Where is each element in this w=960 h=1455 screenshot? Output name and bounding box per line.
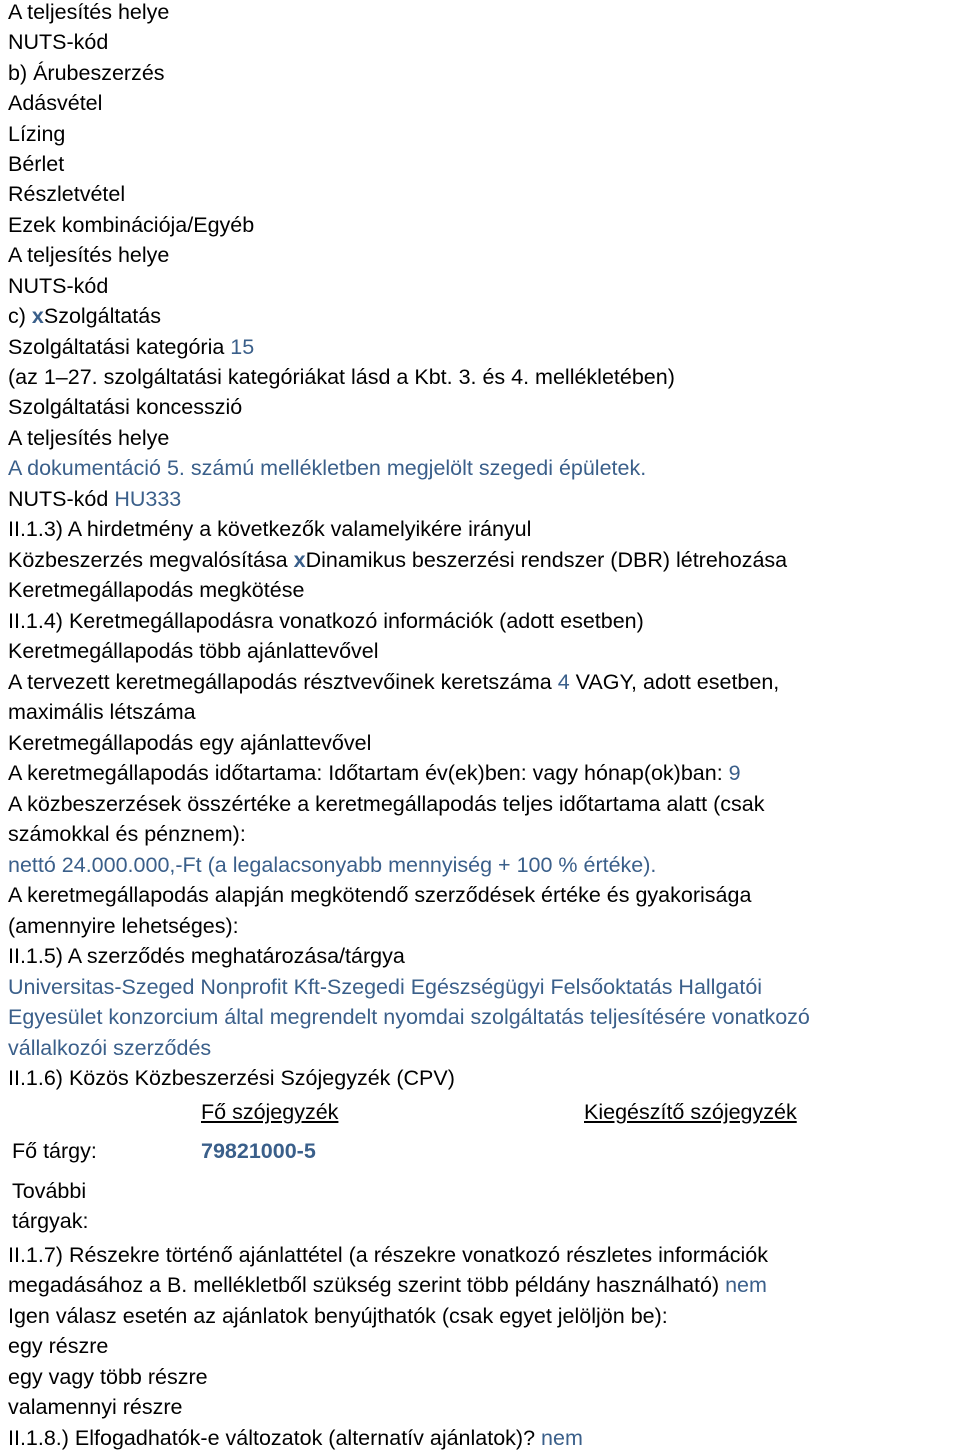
- heading-ii-1-8: [8, 1426, 583, 1450]
- line-osszertek-value: nettó 24.000.000,-Ft (a legalacsonyabb mennyiség + 100 % értéke).: [8, 853, 657, 877]
- line-gyakorisag-2: (amennyire lehetséges):: [8, 914, 239, 938]
- line-kombinacio: Ezek kombinációja/Egyéb: [8, 213, 255, 237]
- keretszam-value: 4: [557, 670, 570, 694]
- line-maximalis-letszam: maximális létszáma: [8, 700, 196, 724]
- line-targy-1: Universitas-Szeged Nonprofit Kft-Szegedi Egészségügyi Felsőoktatás Hallgatói: [8, 975, 763, 999]
- line-igen-valasz: Igen válasz esetén az ajánlatok benyújthatók (csak egyet jelöljön be):: [8, 1304, 668, 1328]
- line-idotartam: [8, 761, 741, 785]
- line-arubeszerzes: b) Árubeszerzés: [8, 61, 165, 85]
- cpv-header-fo: Fő szójegyzék: [201, 1100, 339, 1124]
- idotartam-label: A keretmegállapodás időtartama: Időtartam év(ek)ben: vagy hónap(ok)ban:: [8, 761, 729, 785]
- szolgaltatas-mark: x: [31, 304, 44, 328]
- line-gyakorisag-1: A keretmegállapodás alapján megkötendő szerződések értéke és gyakorisága: [8, 883, 752, 907]
- valtozatok-answer: nem: [541, 1426, 583, 1450]
- line-keretmegallapodas-megkotese: Keretmegállapodás megkötése: [8, 578, 305, 602]
- heading-ii-1-5: II.1.5) A szerződés meghatározása/tárgya: [8, 944, 405, 968]
- line-teljesites-helye-2: A teljesítés helye: [8, 243, 170, 267]
- line-targy-3: vállalkozói szerződés: [8, 1036, 212, 1060]
- szolgaltatas-label: Szolgáltatás: [43, 304, 161, 328]
- cpv-row-tovabbi-label-2: tárgyak:: [12, 1209, 89, 1233]
- cpv-row-tovabbi-label-1: További: [12, 1179, 87, 1203]
- line-berlet: Bérlet: [8, 152, 65, 176]
- opt-dbr-mark: x: [293, 548, 306, 572]
- kategoria-value: 15: [230, 335, 255, 359]
- line-kozbeszerzes-opt: [8, 548, 787, 572]
- nuts-value: HU333: [114, 487, 182, 511]
- idotartam-value: 9: [728, 761, 741, 785]
- line-nuts-kod-1: NUTS-kód: [8, 30, 109, 54]
- heading-ii-1-3: II.1.3) A hirdetmény a következők valamelyikére irányul: [8, 517, 532, 541]
- valtozatok-label: II.1.8.) Elfogadhatók-e változatok (alternatív ajánlatok)?: [8, 1426, 542, 1450]
- line-targy-2: Egyesület konzorcium által megrendelt nyomdai szolgáltatás teljesítésére vonatkozó: [8, 1005, 810, 1029]
- cpv-header-kiegeszito: Kiegészítő szójegyzék: [584, 1100, 797, 1124]
- keretszam-label: A tervezett keretmegállapodás résztvevőinek keretszáma: [8, 670, 558, 694]
- line-nuts-kod-2: NUTS-kód: [8, 274, 109, 298]
- cpv-row-fo-targy-code: 79821000-5: [201, 1139, 316, 1163]
- line-adasvetel: Adásvétel: [8, 91, 103, 115]
- line-keretszam: [8, 670, 779, 694]
- line-kategoria: [8, 335, 254, 359]
- reszek-label: megadásához a B. mellékletből szükség szerint több példány használható): [8, 1273, 726, 1297]
- line-valamennyi: valamennyi részre: [8, 1395, 183, 1419]
- cpv-row-fo-targy-label: Fő tárgy:: [12, 1139, 97, 1163]
- line-helye-value: A dokumentáció 5. számú mellékletben megjelölt szegedi épületek.: [8, 456, 647, 480]
- heading-ii-1-4: II.1.4) Keretmegállapodásra vonatkozó információk (adott esetben): [8, 609, 644, 633]
- opt-kozbeszerzes: Közbeszerzés megvalósítása: [8, 548, 294, 572]
- line-egy-vagy-tobb: egy vagy több részre: [8, 1365, 208, 1389]
- opt-dbr: Dinamikus beszerzési rendszer (DBR) létrehozása: [305, 548, 788, 572]
- nuts-label: NUTS-kód: [8, 487, 115, 511]
- line-teljesites-helye-1: A teljesítés helye: [8, 0, 170, 24]
- heading-ii-1-7-b: [8, 1273, 767, 1297]
- line-egy-ajanlattevo: Keretmegállapodás egy ajánlattevővel: [8, 731, 372, 755]
- line-kategoria-note: (az 1–27. szolgáltatási kategóriákat lásd a Kbt. 3. és 4. mellékletében): [8, 365, 675, 389]
- heading-ii-1-6: II.1.6) Közös Közbeszerzési Szójegyzék (CPV): [8, 1066, 455, 1090]
- line-teljesites-helye-3: A teljesítés helye: [8, 426, 170, 450]
- kategoria-label: Szolgáltatási kategória: [8, 335, 231, 359]
- heading-ii-1-7-a: II.1.7) Részekre történő ajánlattétel (a részekre vonatkozó részletes információk: [8, 1243, 769, 1267]
- line-tobb-ajanlattevo: Keretmegállapodás több ajánlattevővel: [8, 639, 379, 663]
- line-osszertek-1: A közbeszerzések összértéke a keretmegállapodás teljes időtartama alatt (csak: [8, 792, 765, 816]
- line-lizing: Lízing: [8, 122, 66, 146]
- line-egy-reszre: egy részre: [8, 1334, 109, 1358]
- keretszam-suffix: VAGY, adott esetben,: [569, 670, 780, 694]
- line-osszertek-2: számokkal és pénznem):: [8, 822, 246, 846]
- line-szolgaltatas: [8, 304, 161, 328]
- szolgaltatas-prefix: c): [8, 304, 32, 328]
- line-koncesszio: Szolgáltatási koncesszió: [8, 395, 243, 419]
- reszek-answer: nem: [725, 1273, 767, 1297]
- line-nuts-kod-3: [8, 487, 181, 511]
- line-reszletvetel: Részletvétel: [8, 182, 126, 206]
